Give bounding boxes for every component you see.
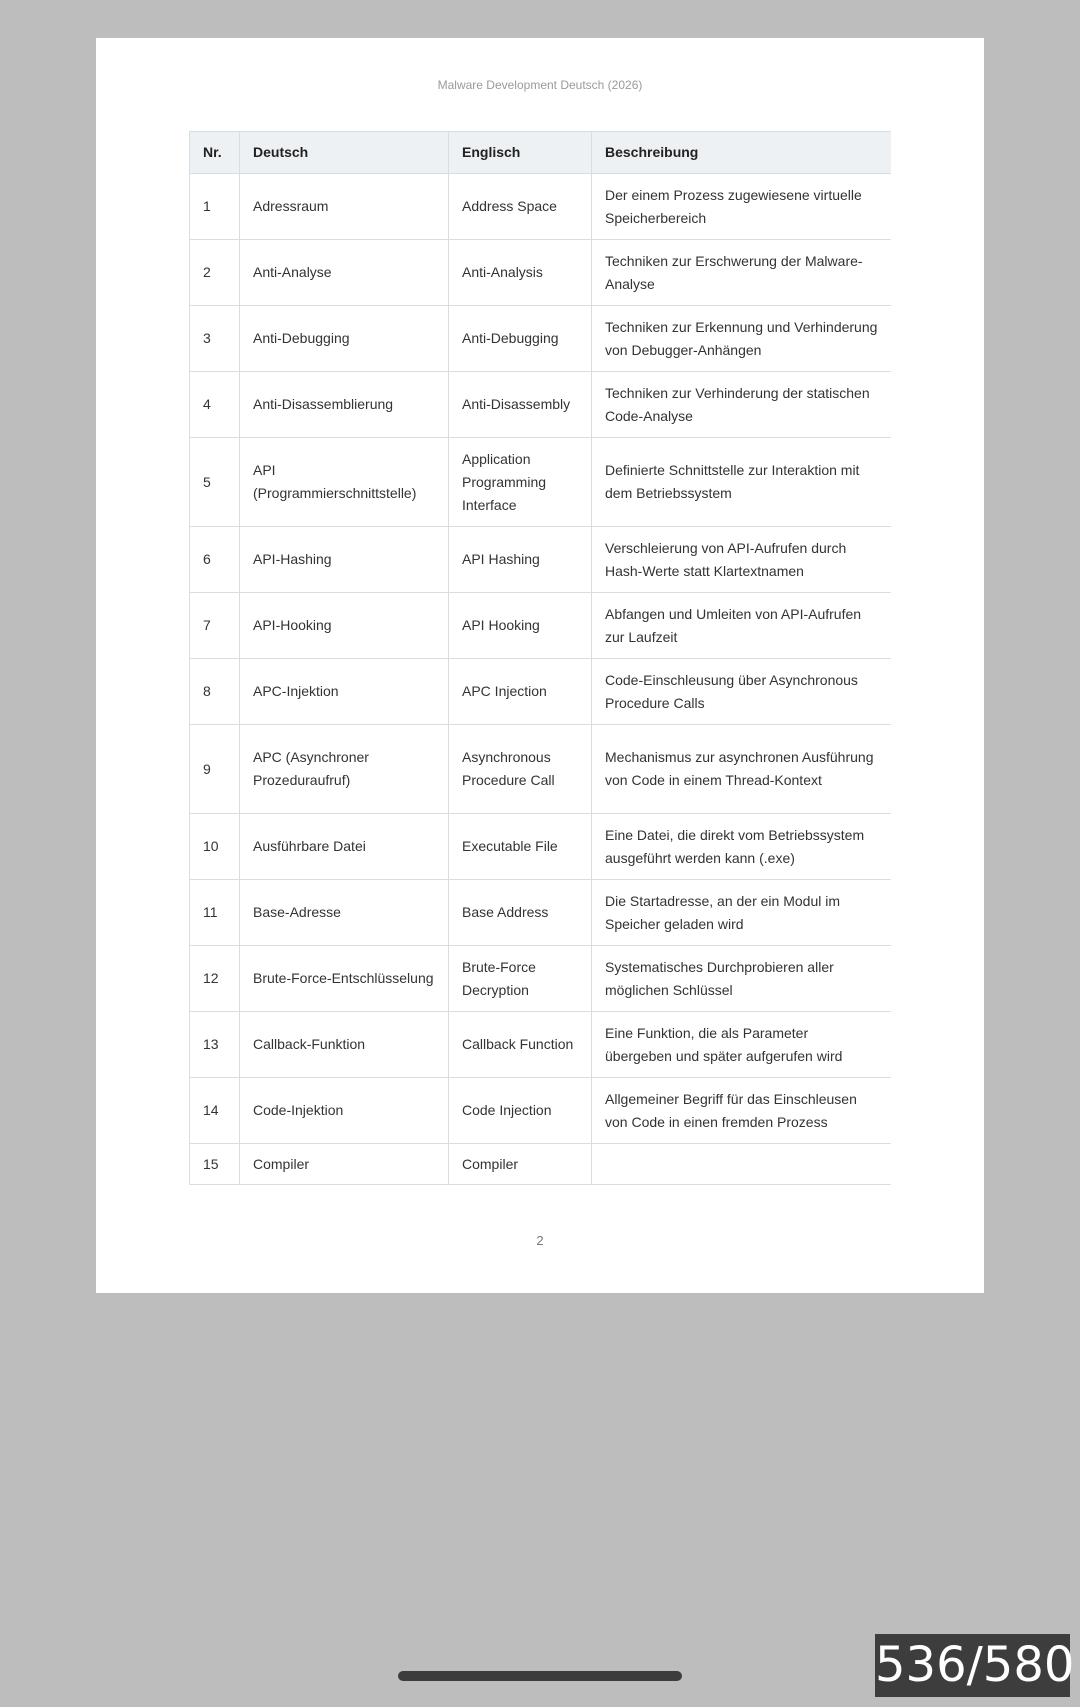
column-header-englisch: Englisch — [449, 132, 592, 174]
cell-nr: 4 — [190, 372, 240, 438]
cell-beschreibung: Abfangen und Umleiten von API-Aufrufen zur Laufzeit — [592, 593, 892, 659]
cell-englisch: Anti-Debugging — [449, 306, 592, 372]
table-row — [190, 659, 892, 725]
cell-deutsch: Anti-Analyse — [240, 240, 449, 306]
cell-englisch: Anti-Analysis — [449, 240, 592, 306]
cell-nr: 3 — [190, 306, 240, 372]
cell-nr: 13 — [190, 1012, 240, 1078]
cell-nr: 8 — [190, 659, 240, 725]
cell-beschreibung: Verschleierung von API-Aufrufen durch Hash-Werte statt Klartextnamen — [592, 527, 892, 593]
cell-nr: 6 — [190, 527, 240, 593]
column-header-deutsch: Deutsch — [240, 132, 449, 174]
cell-nr: 14 — [190, 1078, 240, 1144]
cell-englisch: Callback Function — [449, 1012, 592, 1078]
cell-beschreibung: Techniken zur Verhinderung der statischen Code-Analyse — [592, 372, 892, 438]
glossary-table-container — [189, 131, 891, 1212]
column-header-beschreibung: Beschreibung — [592, 132, 892, 174]
cell-deutsch: API-Hashing — [240, 527, 449, 593]
cell-nr: 15 — [190, 1144, 240, 1185]
cell-nr: 7 — [190, 593, 240, 659]
cell-englisch: Brute-Force Decryption — [449, 946, 592, 1012]
table-row — [190, 372, 892, 438]
table-row — [190, 593, 892, 659]
table-row — [190, 174, 892, 240]
cell-deutsch: API (Programmierschnittstelle) — [240, 438, 449, 527]
cell-beschreibung: Allgemeiner Begriff für das Einschleusen von Code in einen fremden Prozess — [592, 1078, 892, 1144]
cell-deutsch: Brute-Force-Entschlüsselung — [240, 946, 449, 1012]
table-header-row — [190, 132, 892, 174]
cell-englisch: Asynchronous Procedure Call — [449, 725, 592, 814]
cell-englisch: Executable File — [449, 814, 592, 880]
cell-beschreibung: Code-Einschleusung über Asynchronous Procedure Calls — [592, 659, 892, 725]
cell-englisch: API Hashing — [449, 527, 592, 593]
table-row — [190, 1078, 892, 1144]
cell-beschreibung: Techniken zur Erkennung und Verhinderung von Debugger-Anhängen — [592, 306, 892, 372]
cell-nr: 11 — [190, 880, 240, 946]
table-row — [190, 306, 892, 372]
running-header: Malware Development Deutsch (2026) — [437, 78, 643, 92]
cell-englisch: Compiler — [449, 1144, 592, 1185]
cell-deutsch: Ausführbare Datei — [240, 814, 449, 880]
cell-englisch: Code Injection — [449, 1078, 592, 1144]
cell-deutsch: Anti-Debugging — [240, 306, 449, 372]
cell-beschreibung: Eine Datei, die direkt vom Betriebssystem ausgeführt werden kann (.exe) — [592, 814, 892, 880]
page-number: 2 — [536, 1233, 544, 1248]
document-page[interactable] — [96, 38, 984, 1293]
cell-beschreibung — [592, 1144, 892, 1185]
cell-beschreibung: Mechanismus zur asynchronen Ausführung von Code in einem Thread-Kontext — [592, 725, 892, 814]
cell-nr: 1 — [190, 174, 240, 240]
cell-beschreibung: Techniken zur Erschwerung der Malware-Analyse — [592, 240, 892, 306]
home-indicator-bar[interactable] — [398, 1671, 682, 1681]
cell-nr: 2 — [190, 240, 240, 306]
table-row — [190, 240, 892, 306]
cell-beschreibung: Systematisches Durchprobieren aller möglichen Schlüssel — [592, 946, 892, 1012]
cell-deutsch: API-Hooking — [240, 593, 449, 659]
table-row — [190, 880, 892, 946]
cell-beschreibung: Definierte Schnittstelle zur Interaktion mit dem Betriebssystem — [592, 438, 892, 527]
glossary-table — [189, 131, 891, 1185]
table-row — [190, 814, 892, 880]
cell-deutsch: Compiler — [240, 1144, 449, 1185]
table-row — [190, 1144, 892, 1185]
cell-deutsch: APC (Asynchroner Prozeduraufruf) — [240, 725, 449, 814]
cell-englisch: Application Programming Interface — [449, 438, 592, 527]
cell-englisch: Base Address — [449, 880, 592, 946]
table-row — [190, 438, 892, 527]
cell-deutsch: Callback-Funktion — [240, 1012, 449, 1078]
page-counter-badge: 536/580 — [875, 1634, 1070, 1697]
cell-englisch: API Hooking — [449, 593, 592, 659]
table-row — [190, 725, 892, 814]
cell-beschreibung: Die Startadresse, an der ein Modul im Speicher geladen wird — [592, 880, 892, 946]
cell-nr: 5 — [190, 438, 240, 527]
cell-beschreibung: Eine Funktion, die als Parameter übergeben und später aufgerufen wird — [592, 1012, 892, 1078]
table-row — [190, 527, 892, 593]
cell-beschreibung: Der einem Prozess zugewiesene virtuelle Speicherbereich — [592, 174, 892, 240]
column-header-nr: Nr. — [190, 132, 240, 174]
cell-deutsch: Code-Injektion — [240, 1078, 449, 1144]
cell-nr: 12 — [190, 946, 240, 1012]
table-row — [190, 1012, 892, 1078]
cell-deutsch: APC-Injektion — [240, 659, 449, 725]
cell-deutsch: Base-Adresse — [240, 880, 449, 946]
table-row — [190, 946, 892, 1012]
cell-deutsch: Adressraum — [240, 174, 449, 240]
cell-nr: 9 — [190, 725, 240, 814]
cell-englisch: Anti-Disassembly — [449, 372, 592, 438]
cell-nr: 10 — [190, 814, 240, 880]
cell-englisch: Address Space — [449, 174, 592, 240]
cell-deutsch: Anti-Disassemblierung — [240, 372, 449, 438]
cell-englisch: APC Injection — [449, 659, 592, 725]
